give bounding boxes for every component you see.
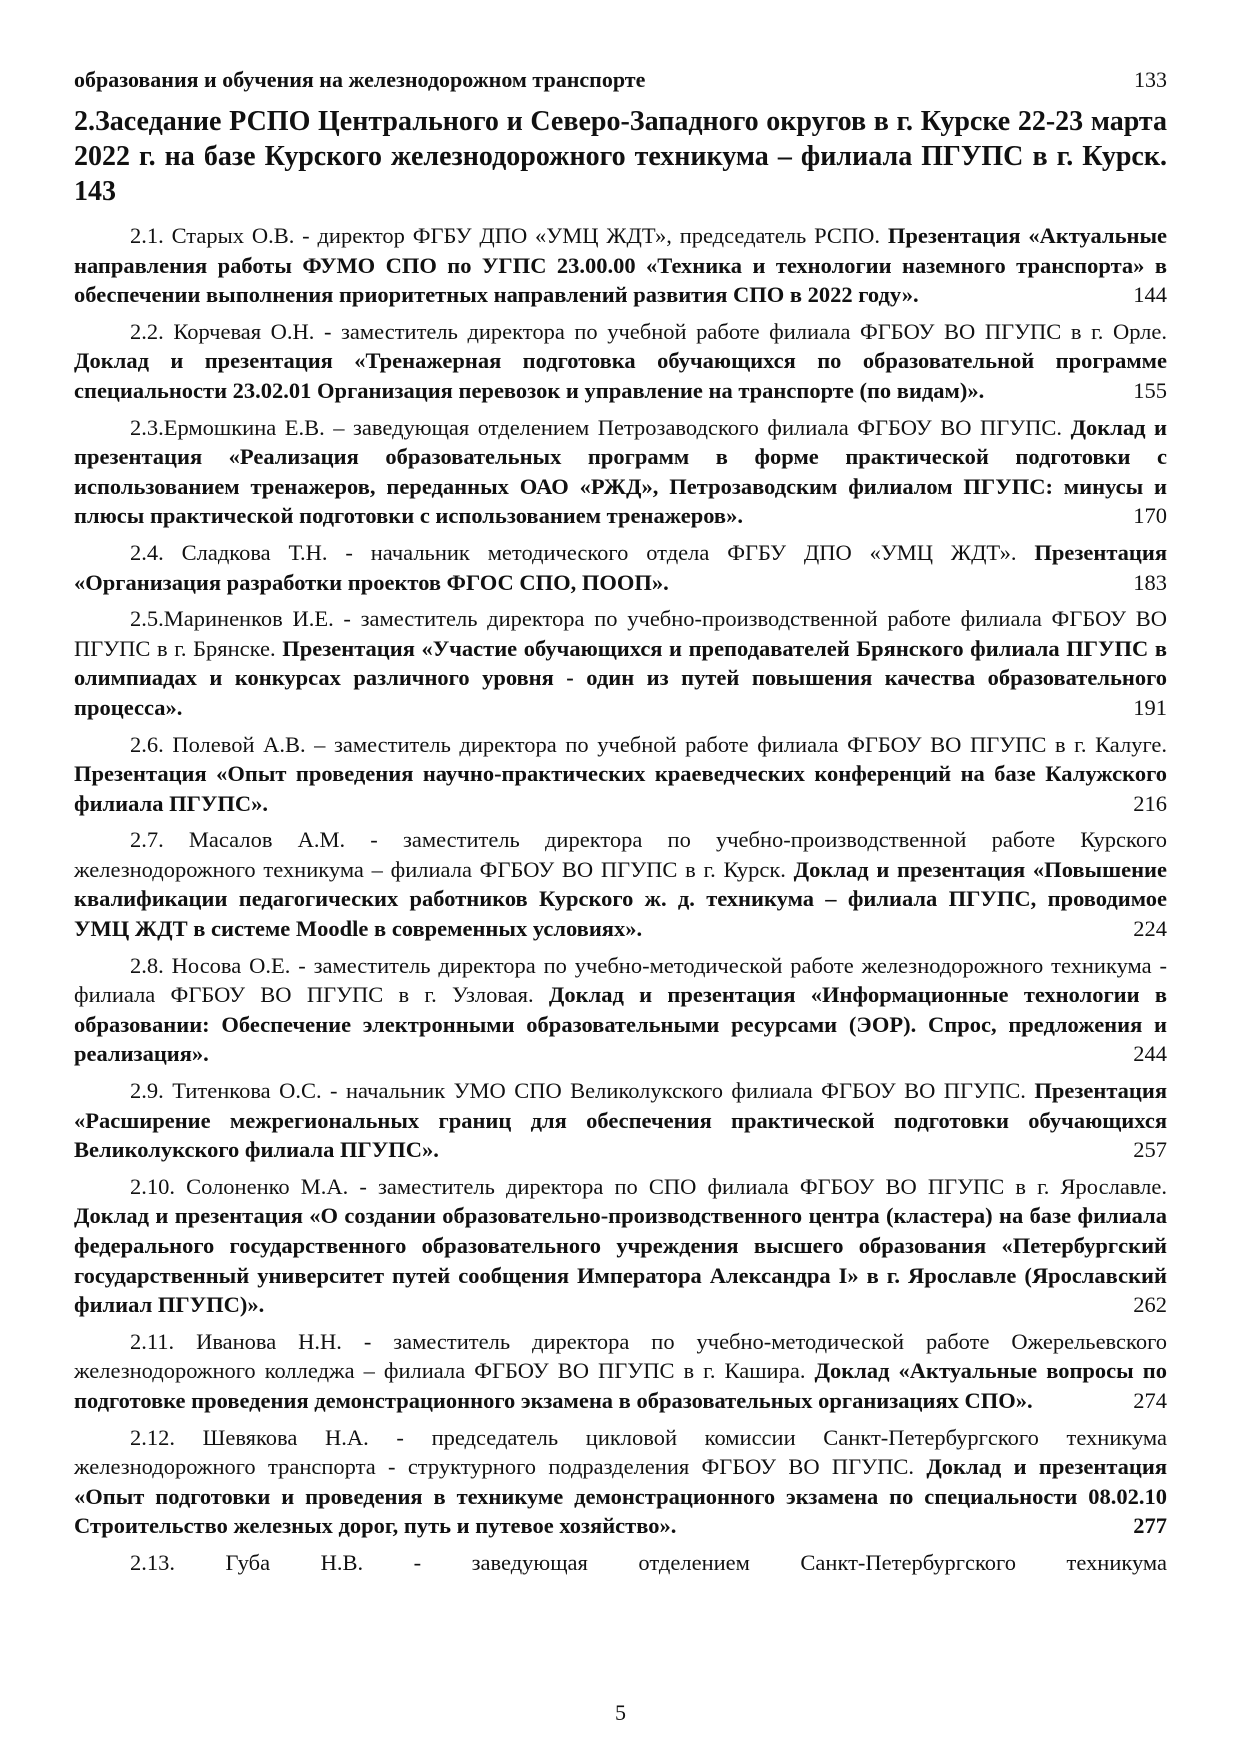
toc-entry-title: Презентация «Опыт проведения научно-практических краеведческих конференций на базе Калужского филиала ПГУПС». <box>74 761 1167 816</box>
toc-entry-author: 2.6. Полевой А.В. – заместитель директора по учебной работе филиала ФГБОУ ВО ПГУПС в г. Калуге. <box>130 731 1167 757</box>
toc-entry-title: Презентация «Организация разработки проектов ФГОС СПО, ПООП». <box>74 539 1168 595</box>
toc-entry-title: Презентация «Участие обучающихся и преподавателей Брянского филиала ПГУПС в олимпиадах и конкурсах различного уровня - один из путей повышения качества образовательного процесса». <box>74 635 1167 720</box>
section-page-number: 143 <box>74 176 116 207</box>
toc-entry <box>74 317 1167 406</box>
toc-entry <box>74 1172 1167 1320</box>
toc-entry-page: 224 <box>1133 916 1167 942</box>
toc-entry-page: 244 <box>1133 1041 1167 1067</box>
toc-entry-author: 2.1. Старых О.В. - директор ФГБУ ДПО «УМЦ ЖДТ», председатель РСПО. <box>130 223 880 248</box>
toc-continued-text: образования и обучения на железнодорожном транспорте <box>74 67 646 92</box>
toc-entry-title: Доклад и презентация «Тренажерная подготовка обучающихся по образовательной программе специальности 23.02.01 Организация перевозок и управление на транспорте (по видам)». <box>74 348 1167 403</box>
toc-entry-page: 277 <box>1133 1513 1167 1539</box>
toc-entry-author: 2.12. Шевякова Н.А. - председатель цикловой комиссии Санкт-Петербургского техникума железнодорожного транспорта - структурного подразделения ФГБОУ ВО ПГУПС. <box>74 1424 1167 1480</box>
toc-entries <box>74 221 1167 1578</box>
toc-entry <box>74 825 1167 943</box>
toc-entry-page: 170 <box>1133 503 1167 529</box>
toc-entry-title: Доклад и презентация «О создании образовательно-производственного центра (кластера) на базе филиала федерального государственного образовательного учреждения высшего образования «Петербургский государственный университет путей сообщения Императора Александра I» в г. Ярославле (Ярославский филиал ПГУПС)». <box>74 1203 1167 1318</box>
toc-entry <box>74 730 1167 819</box>
toc-entry-author: 2.8. Носова О.Е. - заместитель директора по учебно-методической работе железнодорожного техникума - филиала ФГБОУ ВО ПГУПС в г. Узловая. <box>74 952 1167 1008</box>
toc-entry-author: 2.2. Корчевая О.Н. - заместитель директора по учебной работе филиала ФГБОУ ВО ПГУПС в г. Орле. <box>130 318 1167 344</box>
toc-line-continued <box>74 66 1167 94</box>
toc-entry-page: 216 <box>1133 790 1167 816</box>
toc-entry <box>74 413 1167 531</box>
toc-entry-page: 183 <box>1133 569 1167 595</box>
toc-entry <box>74 1076 1167 1165</box>
toc-entry-title: Доклад и презентация «Информационные технологии в образовании: Обеспечение электронными образовательными ресурсами (ЭОР). Спрос, предложения и реализация». <box>74 982 1168 1067</box>
toc-entry <box>74 951 1167 1069</box>
toc-entry-title: Доклад и презентация «Опыт подготовки и проведения в техникуме демонстрационного экзамена по специальности 08.02.10 Строительство железных дорог, путь и путевое хозяйство». <box>74 1454 1168 1539</box>
toc-page-number: 133 <box>1134 67 1167 92</box>
toc-entry-title: Доклад «Актуальные вопросы по подготовке проведения демонстрационного экзамена в образовательных организациях СПО». <box>74 1358 1167 1413</box>
toc-entry-author: 2.7. Масалов А.М. - заместитель директора по учебно-производственной работе Курского железнодорожного техникума – филиала ФГБОУ ВО ПГУПС в г. Курск. <box>74 827 1167 882</box>
toc-entry-author: 2.11. Иванова Н.Н. - заместитель директора по учебно-методической работе Ожерельевского железнодорожного колледжа – филиала ФГБОУ ВО ПГУПС в г. Кашира. <box>74 1328 1167 1384</box>
toc-entry-author: 2.10. Солоненко М.А. - заместитель директора по СПО филиала ФГБОУ ВО ПГУПС в г. Ярославле. <box>130 1173 1167 1199</box>
section-heading <box>74 104 1167 209</box>
toc-entry-page: 274 <box>1133 1387 1167 1413</box>
toc-entry <box>74 604 1167 722</box>
toc-entry-author: 2.13. Губа Н.В. - заведующая отделением Санкт-Петербургского техникума <box>130 1549 1167 1575</box>
toc-entry-page: 144 <box>1133 282 1167 308</box>
toc-entry-page: 257 <box>1133 1137 1167 1163</box>
toc-entry-title: Презентация «Актуальные направления работы ФУМО СПО по УГПС 23.00.00 «Техника и технологии наземного транспорта» в обеспечении выполнения приоритетных направлений развития СПО в 2022 году». <box>74 223 1168 308</box>
section-title-text: 2.Заседание РСПО Центрального и Северо-Западного округов в г. Курске 22-23 марта 2022 г. на базе Курского железнодорожного техникума – филиала ПГУПС в г. Курск. <box>74 106 1167 172</box>
toc-entry-page: 191 <box>1133 694 1167 720</box>
toc-entry-title: Доклад и презентация «Повышение квалификации педагогических работников Курского ж. д. техникума – филиала ПГУПС, проводимое УМЦ ЖДТ в системе Moodle в современных условиях». <box>74 856 1167 942</box>
toc-entry-author: 2.5.Мариненков И.Е. - заместитель директора по учебно-производственной работе филиала ФГБОУ ВО ПГУПС в г. Брянске. <box>74 606 1167 661</box>
toc-entry-page: 262 <box>1133 1292 1167 1318</box>
toc-entry <box>74 538 1167 597</box>
page-number: 5 <box>615 1700 626 1725</box>
toc-entry-author: 2.3.Ермошкина Е.В. – заведующая отделением Петрозаводского филиала ФГБОУ ВО ПГУПС. <box>130 414 1063 440</box>
toc-entry <box>74 1327 1167 1416</box>
toc-entry-author: 2.9. Титенкова О.С. - начальник УМО СПО Великолукского филиала ФГБОУ ВО ПГУПС. <box>130 1078 1026 1104</box>
toc-entry <box>74 1423 1167 1541</box>
toc-entry <box>74 1548 1167 1578</box>
toc-entry-author: 2.4. Сладкова Т.Н. - начальник методического отдела ФГБУ ДПО «УМЦ ЖДТ». <box>130 539 1017 565</box>
toc-entry-page: 155 <box>1133 377 1167 403</box>
toc-entry-title: Презентация «Расширение межрегиональных границ для обеспечения практической подготовки обучающихся Великолукского филиала ПГУПС». <box>74 1078 1167 1163</box>
toc-entry-title: Доклад и презентация «Реализация образовательных программ в форме практической подготовки с использованием тренажеров, переданных ОАО «РЖД», Петрозаводским филиалом ПГУПС: минусы и плюсы практической подготовки с использованием тренажеров». <box>74 414 1167 529</box>
document-page <box>74 66 1167 1585</box>
toc-entry <box>74 221 1167 310</box>
